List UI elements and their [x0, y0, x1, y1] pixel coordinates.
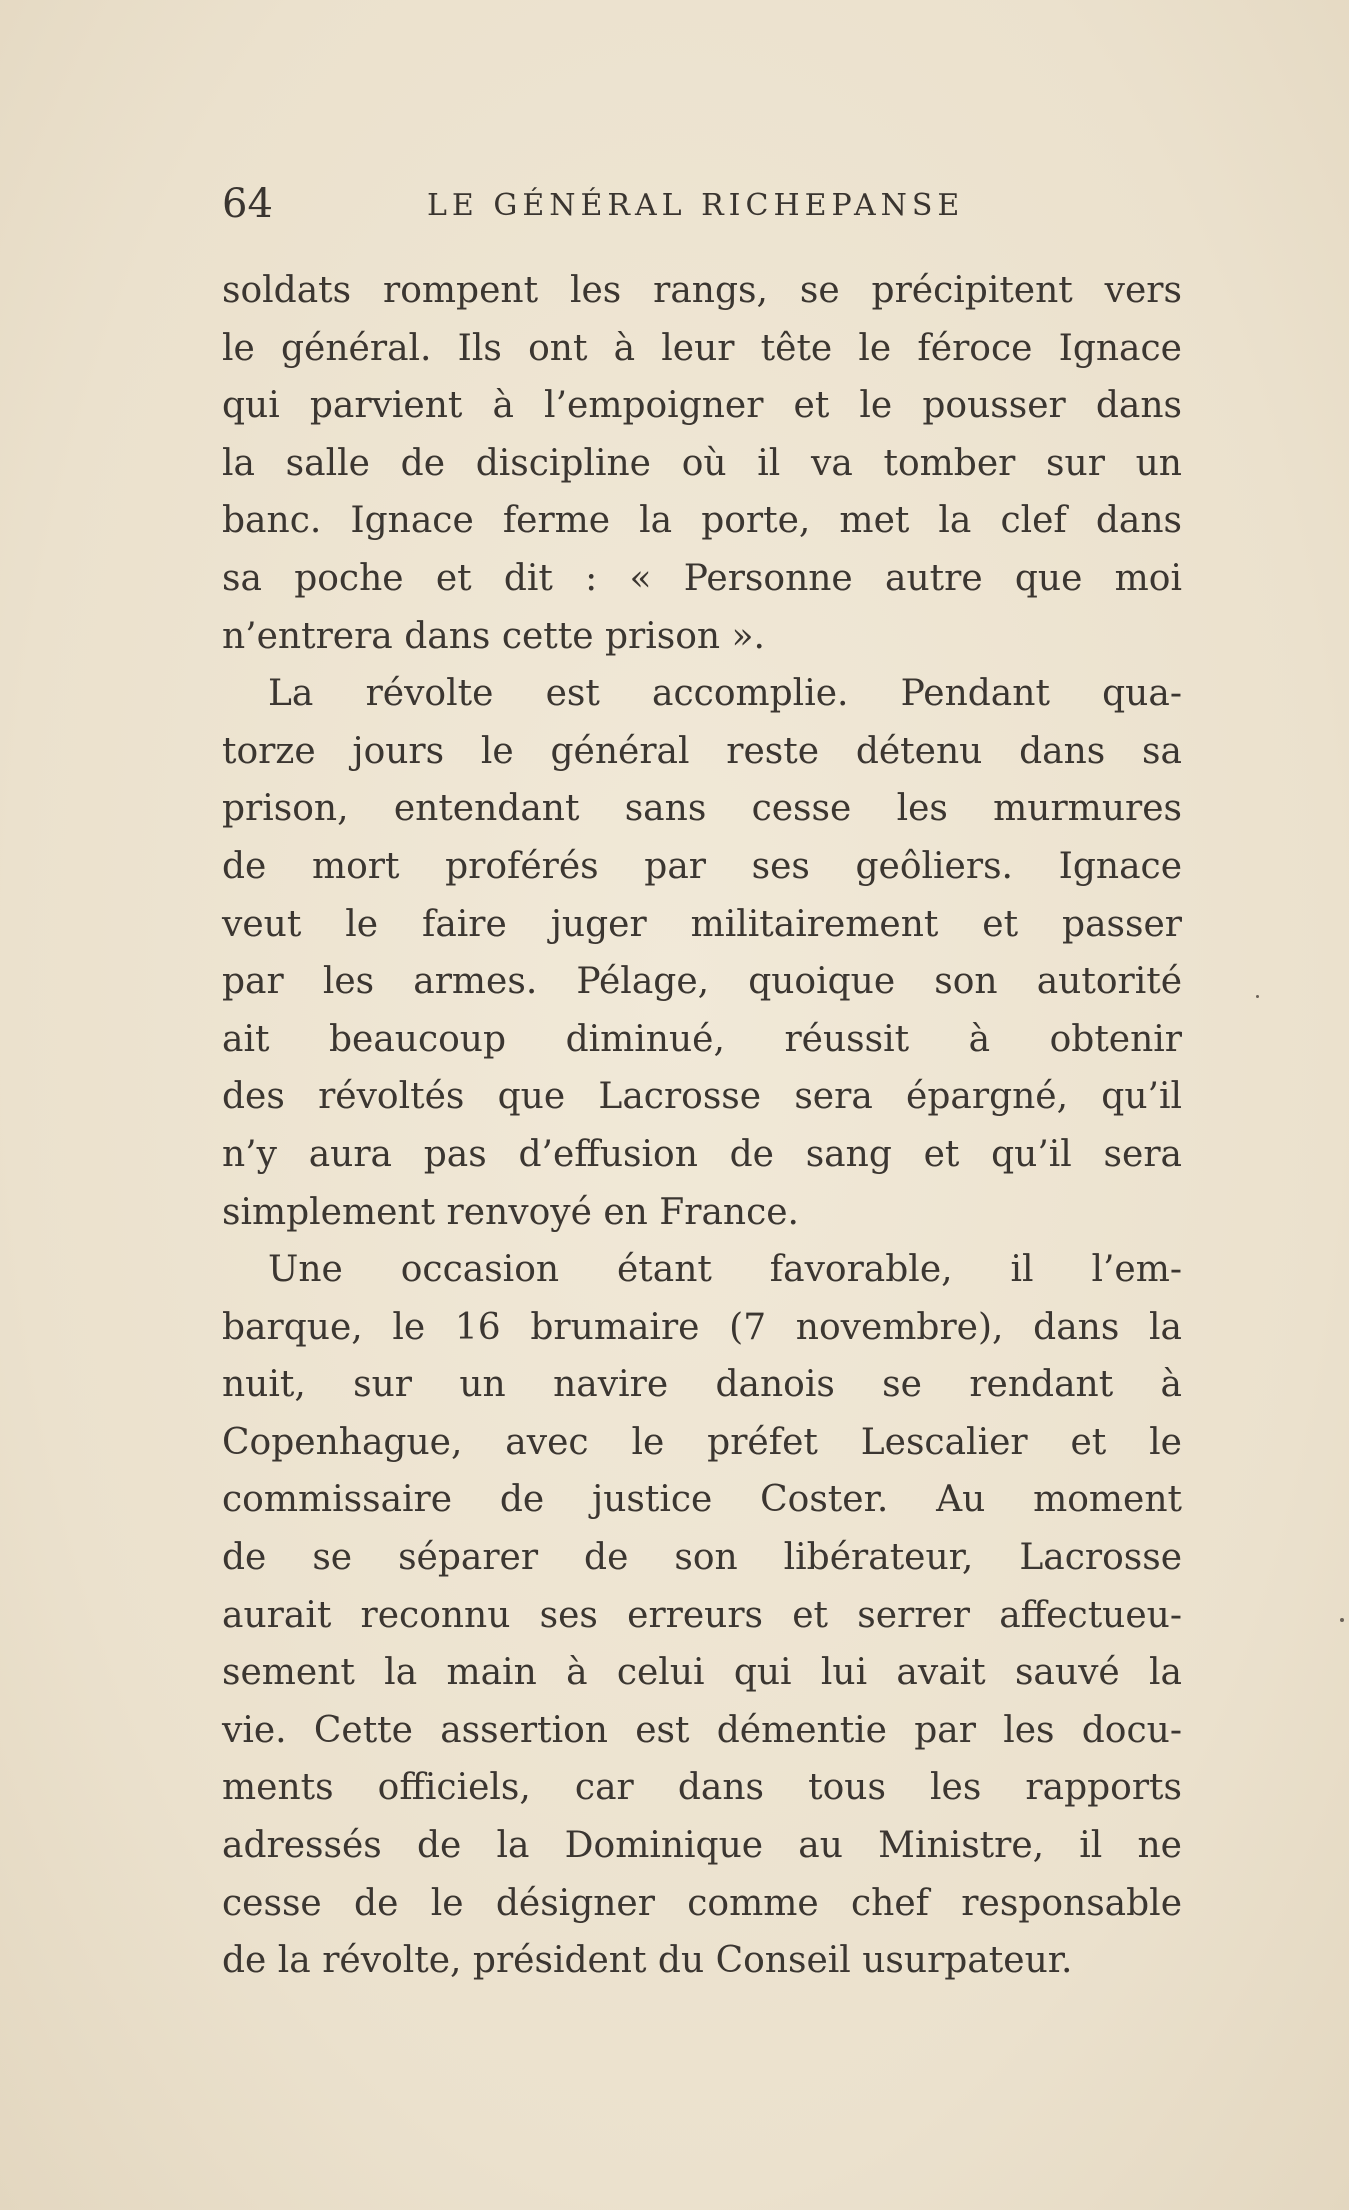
- page-header: [222, 174, 1182, 234]
- text-line: soldats rompent les rangs, se précipitent vers: [222, 270, 1182, 311]
- body-text: [222, 262, 1182, 1990]
- paper-speck: [1340, 1618, 1344, 1622]
- text-line: de se séparer de son libérateur, Lacrosse: [222, 1537, 1182, 1579]
- paper-speck: [1256, 995, 1259, 998]
- text-line: n’entrera dans cette prison ».: [222, 615, 765, 657]
- text-line: qui parvient à l’empoigner et le pousser dans: [222, 385, 1182, 427]
- text-line: torze jours le général reste détenu dans sa: [222, 730, 1182, 772]
- text-line: sa poche et dit : « Personne autre que moi: [222, 557, 1182, 599]
- text-line: de la révolte, président du Conseil usurpateur.: [222, 1940, 1073, 1982]
- text-line: La révolte est accomplie. Pendant qua-: [268, 673, 1182, 715]
- text-line: Copenhague, avec le préfet Lescalier et le: [222, 1421, 1182, 1463]
- text-line: Une occasion étant favorable, il l’em-: [268, 1249, 1182, 1291]
- text-line: le général. Ils ont à leur tête le féroce Ignace: [222, 327, 1182, 369]
- text-line: aurait reconnu ses erreurs et serrer affectueu-: [222, 1594, 1182, 1636]
- text-line: nuit, sur un navire danois se rendant à: [222, 1364, 1182, 1406]
- text-line: n’y aura pas d’effusion de sang et qu’il sera: [222, 1133, 1182, 1175]
- text-line: prison, entendant sans cesse les murmures: [222, 788, 1182, 830]
- text-line: la salle de discipline où il va tomber sur un: [222, 442, 1182, 484]
- text-line: sement la main à celui qui lui avait sauvé la: [222, 1652, 1182, 1694]
- text-line: veut le faire juger militairement et passer: [222, 903, 1182, 945]
- running-title: LE GÉNÉRAL RICHEPANSE: [427, 188, 965, 223]
- text-line: ments officiels, car dans tous les rapports: [222, 1767, 1182, 1809]
- text-line: cesse de le désigner comme chef responsable: [222, 1882, 1182, 1924]
- page-number: 64: [222, 181, 273, 227]
- text-line: commissaire de justice Coster. Au moment: [222, 1479, 1182, 1521]
- text-line: vie. Cette assertion est démentie par les docu-: [222, 1709, 1182, 1751]
- text-line: ait beaucoup diminué, réussit à obtenir: [222, 1018, 1182, 1060]
- text-line: des révoltés que Lacrosse sera épargné, qu’il: [222, 1076, 1182, 1118]
- text-line: adressés de la Dominique au Ministre, il ne: [222, 1825, 1182, 1867]
- text-line: banc. Ignace ferme la porte, met la clef dans: [222, 500, 1182, 542]
- text-line: simplement renvoyé en France.: [222, 1191, 800, 1233]
- text-line: barque, le 16 brumaire (7 novembre), dans la: [222, 1306, 1182, 1348]
- text-line: de mort proférés par ses geôliers. Ignace: [222, 845, 1182, 887]
- text-line: par les armes. Pélage, quoique son autorité: [222, 961, 1182, 1003]
